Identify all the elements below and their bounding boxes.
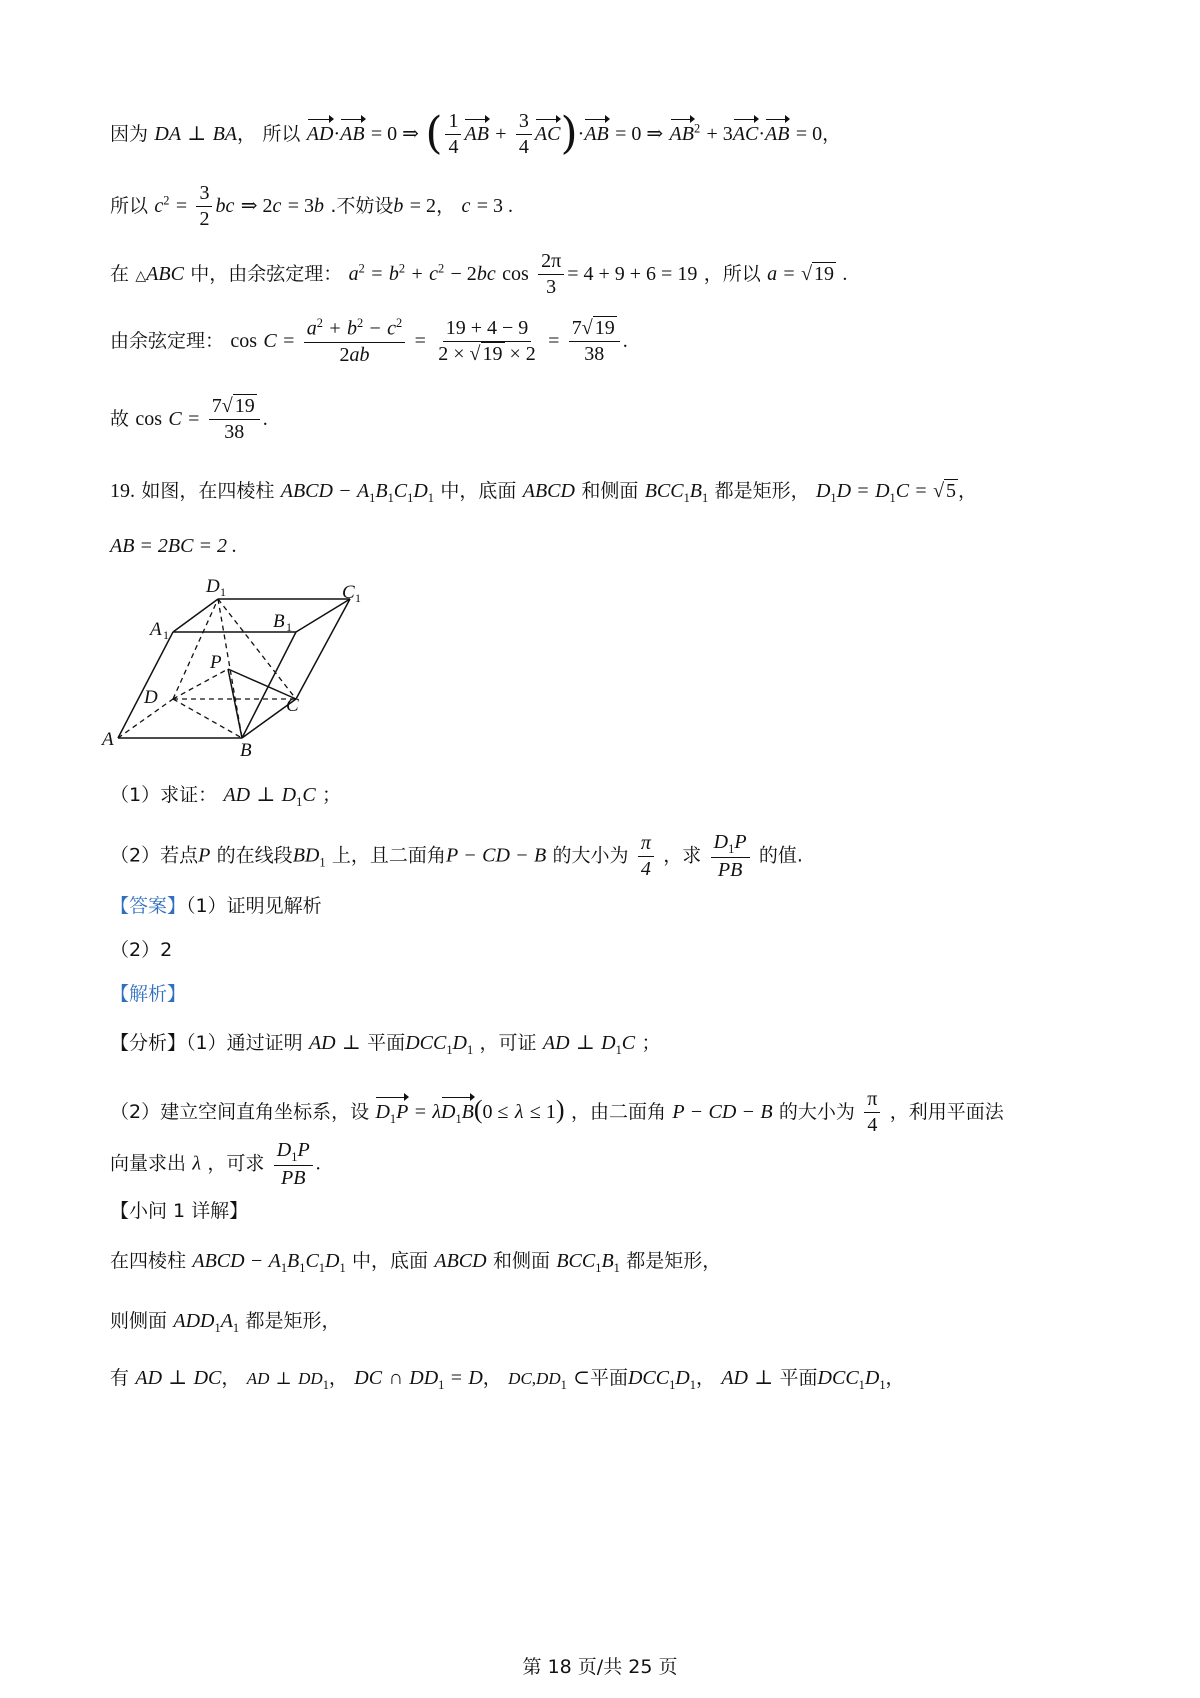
label-C: C [286, 695, 299, 716]
line-1: 因为 DA ⊥ BA， 所以 AD·AB = 0 ⇒ ( $\frac{1}{4}$ AB + $\frac{3}{4}$ AC)·AB = 0 ⇒ $AB^2 + 3AC\cdot AB = 0$， [110, 108, 842, 159]
question-1: （1）求证： AD ⊥ $D_1C$ ； [110, 784, 342, 809]
fenxi-2-cont: 向量求出 λ ，可求 $\frac{D_1P}{PB}$ . [110, 1139, 321, 1190]
label-D1: D [206, 576, 220, 597]
label-B: B [240, 740, 252, 761]
line-5: 故 cos C = $\frac{7√ 19}{38}$ . [110, 395, 268, 443]
question-2: （2）若点P 的在线段$BD_1$ 上，且二面角P − CD − B 的大小为 $\frac{\pi}{4}$ ，求 $\frac{D_1P}{PB}$ 的值. [110, 831, 803, 882]
page-footer: 第 18 页/共 25 页 [522, 1656, 678, 1678]
svg-text:1: 1 [220, 585, 226, 599]
prism-figure [100, 572, 400, 762]
detail-tag: 【小问 1 详解】 [110, 1200, 249, 1222]
label-A1: A [150, 619, 162, 640]
label-D: D [144, 687, 158, 708]
svg-text:1: 1 [286, 620, 292, 634]
problem-19-statement: 19. 如图，在四棱柱 ABCD − $A_1B_1C_1D_1$ 中，底面 ABCD 和侧面 $BCC_1B_1$ 都是矩形， $D_1D = D_1C$ = √ 5 ， [110, 480, 978, 505]
edge-DD1 [173, 599, 218, 699]
svg-text:1: 1 [355, 591, 361, 605]
detail-2: 则侧面 $ADD_1A_1$ 都是矩形， [110, 1310, 341, 1335]
edge-DB [173, 699, 242, 738]
edge-DP [173, 669, 228, 699]
line-2: 所以 $c^2$ = $\frac{3}{2}$ bc ⇒ 2c = 3b .不妨设b = 2， c = 3 . [110, 182, 513, 230]
line-3: 在 △ABC 中，由余弦定理： $a^2 = b^2 + c^2 - 2bc$ cos $\frac{2\pi}{3}$ = 4 + 9 + 6 = 19 ，所以 a = √ 19 . [110, 250, 848, 298]
answer-2: （2）2 [110, 939, 173, 961]
line-4: 由余弦定理： cos C = $\frac{a^2 + b^2 - c^2}{2ab}$ = $\frac{19 + 4 - 9}{2 \times √ 19 \times 2}$ = $\frac{7√ 19}{38}$ . [110, 316, 628, 366]
fenxi-2: （2）建立空间直角坐标系，设 $D_1P = \lambda D_1B(0 \le \lambda \le 1)$ ，由二面角 P − CD − B 的大小为 $\frac{\pi}{4}$ ，利用平面法 [110, 1088, 1004, 1136]
label-C1: C [342, 582, 355, 603]
edge-AA1 [118, 632, 173, 738]
edge-BB1 [242, 632, 296, 738]
label-B1: B [273, 611, 285, 632]
detail-3: 有 AD ⊥ DC， AD ⊥ $DD_1$， DC ∩ $DD_1 = D$， $DC,DD_1$ ⊂平面$DCC_1D_1$， AD ⊥ 平面$DCC_1D_1$， [110, 1367, 905, 1392]
label-A: A [102, 729, 114, 750]
label-P: P [210, 652, 222, 673]
detail-1: 在四棱柱 ABCD − $A_1B_1C_1D_1$ 中，底面 ABCD 和侧面 $BCC_1B_1$ 都是矩形， [110, 1250, 722, 1275]
svg-text:1: 1 [163, 628, 169, 642]
answer-1: 【答案】（1）证明见解析 [110, 895, 322, 917]
fenxi-1: 【分析】（1）通过证明 AD ⊥ 平面$DCC_1D_1$ ，可证 AD ⊥ $D_1C$ ； [110, 1032, 661, 1057]
edge-CC1 [296, 599, 350, 699]
problem-19-condition: AB = 2BC = 2 . [110, 535, 237, 557]
analysis-tag: 【解析】 [110, 983, 187, 1005]
